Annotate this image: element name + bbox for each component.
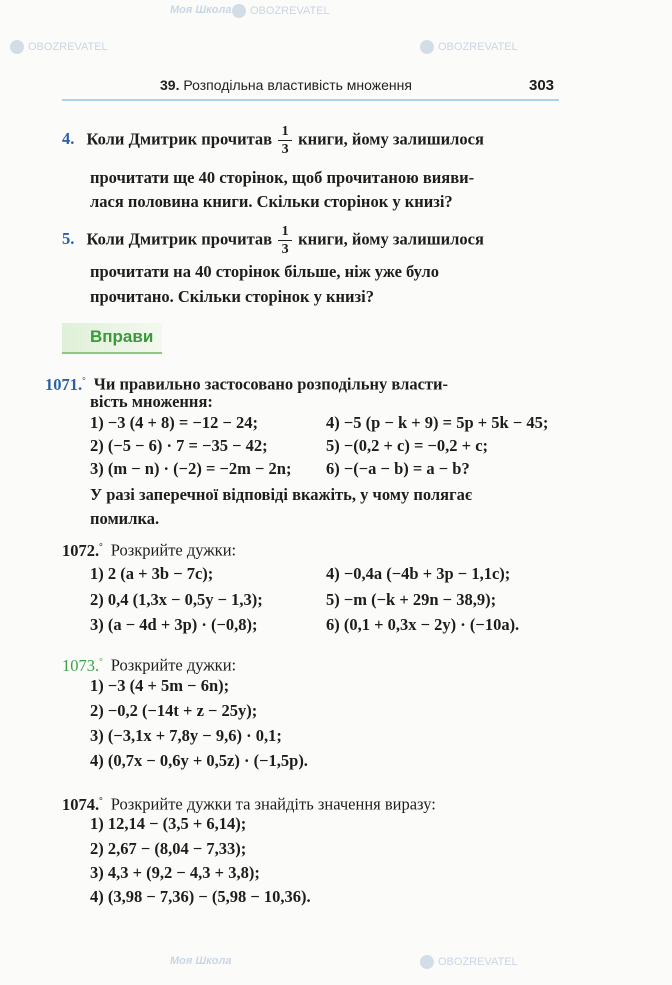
problem-number: 5.	[62, 229, 75, 249]
list-item: 4) (3,98 − 7,36) − (5,98 − 10,36).	[90, 887, 311, 906]
section-number: 39.	[160, 77, 180, 93]
exercise-title: Розкрийте дужки та знайдіть значення виразу:	[110, 794, 436, 814]
text-line: лася половина книги. Скільки сторінок у книзі?	[90, 192, 453, 211]
fraction-numerator: 1	[281, 124, 289, 139]
watermark-text: OBOZREVATEL	[10, 40, 108, 54]
list-item: 2) (−5 − 6) · 7 = −35 − 42;	[90, 436, 268, 455]
list-item: 1) −3 (4 + 5m − 6n);	[90, 676, 230, 695]
text-line: прочитати ще 40 сторінок, щоб прочитаною вияви-	[90, 168, 475, 187]
list-item: 1) 12,14 − (3,5 + 6,14);	[90, 814, 247, 833]
list-item: 5) −(0,2 + c) = −0,2 + c;	[326, 436, 489, 455]
problem-number: 4.	[62, 129, 75, 149]
fraction-denominator: 3	[281, 142, 289, 157]
exercise-number: 1074.	[62, 794, 100, 814]
exercise-title: Розкрийте дужки:	[110, 655, 237, 675]
list-item: 5) −m (−k + 29n − 38,9);	[326, 590, 497, 609]
exercises-heading	[62, 323, 162, 354]
exercise-number: 1072.	[62, 540, 100, 560]
list-item: 1) −3 (4 + 8) = −12 − 24;	[90, 413, 258, 432]
text-line: книги, йому залишилося	[298, 129, 484, 149]
fraction-denominator: 3	[281, 242, 289, 257]
list-item: 3) (m − n) · (−2) = −2m − 2n;	[90, 459, 292, 478]
text-line: Коли Дмитрик прочитав	[86, 229, 273, 249]
text-line: книги, йому залишилося	[298, 229, 484, 249]
list-item: 3) 4,3 + (9,2 − 4,3 + 3,8);	[90, 863, 260, 882]
text-line: вість множення:	[90, 392, 213, 411]
text-line: прочитано. Скільки сторінок у книзі?	[90, 287, 374, 306]
watermark-text: OBOZREVATEL	[420, 955, 518, 969]
text-line: У разі заперечної відповіді вкажіть, у чому полягає	[90, 485, 472, 504]
list-item: 4) −0,4a (−4b + 3p − 1,1c);	[326, 564, 511, 583]
fraction-numerator: 1	[281, 224, 289, 239]
exercises-heading-text: Вправи	[90, 327, 154, 346]
exercise-number: 1073.	[62, 655, 100, 675]
list-item: 4) (0,7x − 0,6y + 0,5z) · (−1,5p).	[90, 751, 308, 770]
fraction	[278, 124, 292, 157]
fraction	[278, 224, 292, 257]
list-item: 3) (−3,1x + 7,8y − 9,6) · 0,1;	[90, 726, 282, 745]
running-header	[160, 77, 412, 93]
text-line: помилка.	[90, 509, 160, 528]
list-item: 2) 2,67 − (8,04 − 7,33);	[90, 839, 247, 858]
list-item: 6) (0,1 + 0,3x − 2y) · (−10a).	[326, 615, 520, 634]
watermark-text: Моя Школа	[170, 4, 232, 16]
difficulty-mark: °	[99, 795, 103, 805]
text-line: Чи правильно застосовано розподільну власти-	[93, 374, 449, 394]
watermark-text: OBOZREVATEL	[420, 40, 518, 54]
list-item: 3) (a − 4d + 3p) · (−0,8);	[90, 615, 258, 634]
watermark-text: OBOZREVATEL	[232, 4, 330, 18]
list-item: 1) 2 (a + 3b − 7c);	[90, 564, 214, 583]
difficulty-mark: °	[99, 656, 103, 666]
list-item: 2) −0,2 (−14t + z − 25y);	[90, 701, 258, 720]
exercise-number: 1071.	[45, 374, 83, 394]
section-title: Розподільна властивість множення	[183, 77, 412, 93]
list-item: 2) 0,4 (1,3x − 0,5y − 1,3);	[90, 590, 263, 609]
list-item: 4) −5 (p − k + 9) = 5p + 5k − 45;	[326, 413, 549, 432]
text-line: прочитати на 40 сторінок більше, ніж уже було	[90, 262, 439, 281]
exercise-title: Розкрийте дужки:	[110, 540, 237, 560]
watermark-text: Моя Школа	[170, 955, 232, 967]
page-number: 303	[529, 77, 555, 94]
list-item: 6) −(−a − b) = a − b?	[326, 459, 470, 478]
header-rule	[62, 99, 559, 101]
text-line: Коли Дмитрик прочитав	[86, 129, 273, 149]
difficulty-mark: °	[99, 541, 103, 551]
difficulty-mark: °	[82, 375, 86, 385]
